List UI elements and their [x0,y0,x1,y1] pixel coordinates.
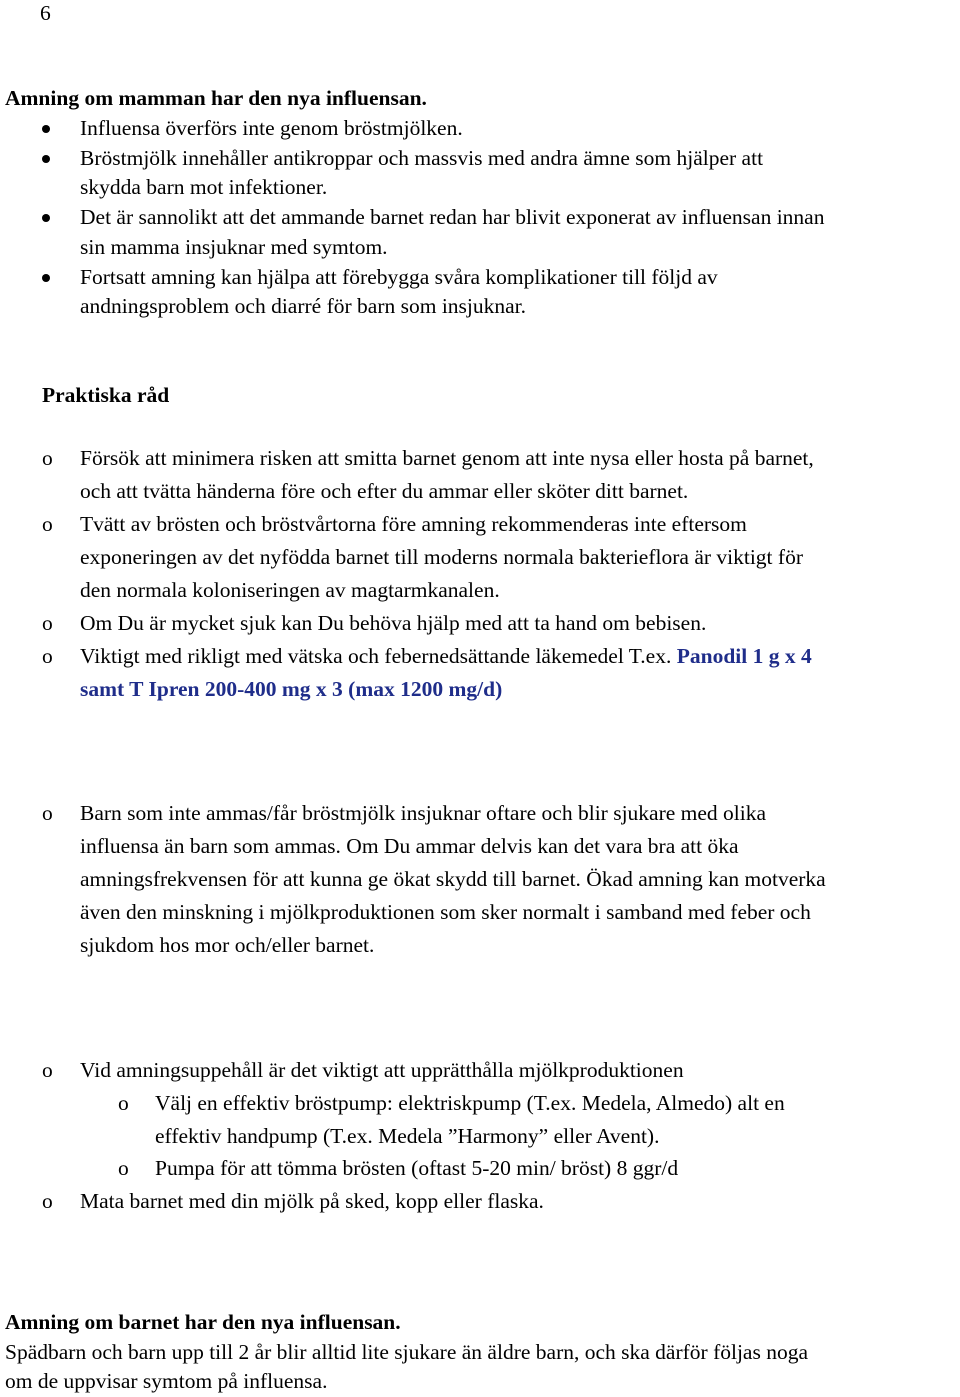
bullet-text: Bröstmjölk innehåller antikroppar och massvis med andra ämne som hjälper att [80,146,764,170]
circle-bullet-icon: o [42,1189,53,1213]
list-item-text-medication [80,640,812,673]
circle-bullet-icon: o [42,801,53,825]
bullet-icon [42,125,50,133]
bullet-text: Fortsatt amning kan hjälpa att förebygga svåra komplikationer till följd av [80,265,718,289]
section-heading-mother: Amning om mamman har den nya influensan. [5,86,427,110]
medication-highlight: samt T Ipren 200-400 mg x 3 (max 1200 mg/d) [80,677,503,701]
circle-bullet-icon: o [42,446,53,470]
sub-item-text: Välj en effektiv bröstpump: elektriskpump (T.ex. Medela, Almedo) alt en [155,1091,785,1115]
circle-bullet-icon: o [42,512,53,536]
circle-bullet-icon: o [118,1156,129,1180]
section-heading-child: Amning om barnet har den nya influensan. [5,1310,401,1334]
list-item-text: Om Du är mycket sjuk kan Du behöva hjälp med att ta hand om bebisen. [80,611,707,635]
list-item-text: Barn som inte ammas/får bröstmjölk insjuknar oftare och blir sjukare med olika [80,801,767,825]
page-number: 6 [40,1,51,25]
medication-text: Viktigt med rikligt med vätska och febernedsättande läkemedel T.ex. [80,644,677,668]
list-item-text: Tvätt av brösten och bröstvårtorna före amning rekommenderas inte eftersom [80,512,747,536]
bullet-icon [42,274,50,282]
circle-bullet-icon: o [42,644,53,668]
sub-item-text: Pumpa för att tömma brösten (oftast 5-20 min/ bröst) 8 ggr/d [155,1156,679,1180]
circle-bullet-icon: o [42,1058,53,1082]
circle-bullet-icon: o [42,611,53,635]
list-item-text: sjukdom hos mor och/eller barnet. [80,933,375,957]
list-item-text: influensa än barn som ammas. Om Du ammar delvis kan det vara bra att öka [80,834,739,858]
list-item-text: och att tvätta händerna före och efter du ammar eller sköter ditt barnet. [80,479,689,503]
bullet-text: skydda barn mot infektioner. [80,175,328,199]
list-item-text: exponeringen av det nyfödda barnet till moderns normala bakterieflora är viktigt för [80,545,803,569]
medication-highlight: Panodil 1 g x 4 [676,644,812,668]
bullet-icon [42,214,50,222]
bullet-text: andningsproblem och diarré för barn som insjuknar. [80,294,527,318]
paragraph-text: om de uppvisar symtom på influensa. [5,1369,328,1393]
paragraph-text: Spädbarn och barn upp till 2 år blir alltid lite sjukare än äldre barn, och ska därför följas noga [5,1340,809,1364]
bullet-text: Influensa överförs inte genom bröstmjölken. [80,116,463,140]
bullet-text: sin mamma insjuknar med symtom. [80,235,388,259]
list-item-text: amningsfrekvensen för att kunna ge ökat skydd till barnet. Ökad amning kan motverka [80,867,826,891]
bullet-text: Det är sannolikt att det ammande barnet redan har blivit exponerat av influensan innan [80,205,825,229]
list-item-text: den normala koloniseringen av magtarmkanalen. [80,578,500,602]
section-heading-practical: Praktiska råd [42,383,170,407]
sub-item-text: effektiv handpump (T.ex. Medela ”Harmony” eller Avent). [155,1124,660,1148]
list-item-text: Mata barnet med din mjölk på sked, kopp eller flaska. [80,1189,544,1213]
list-item-text: Vid amningsuppehåll är det viktigt att upprätthålla mjölkproduktionen [80,1058,684,1082]
list-item-text: även den minskning i mjölkproduktionen som sker normalt i samband med feber och [80,900,811,924]
circle-bullet-icon: o [118,1091,129,1115]
bullet-icon [42,155,50,163]
list-item-text: Försök att minimera risken att smitta barnet genom att inte nysa eller hosta på barnet, [80,446,814,470]
